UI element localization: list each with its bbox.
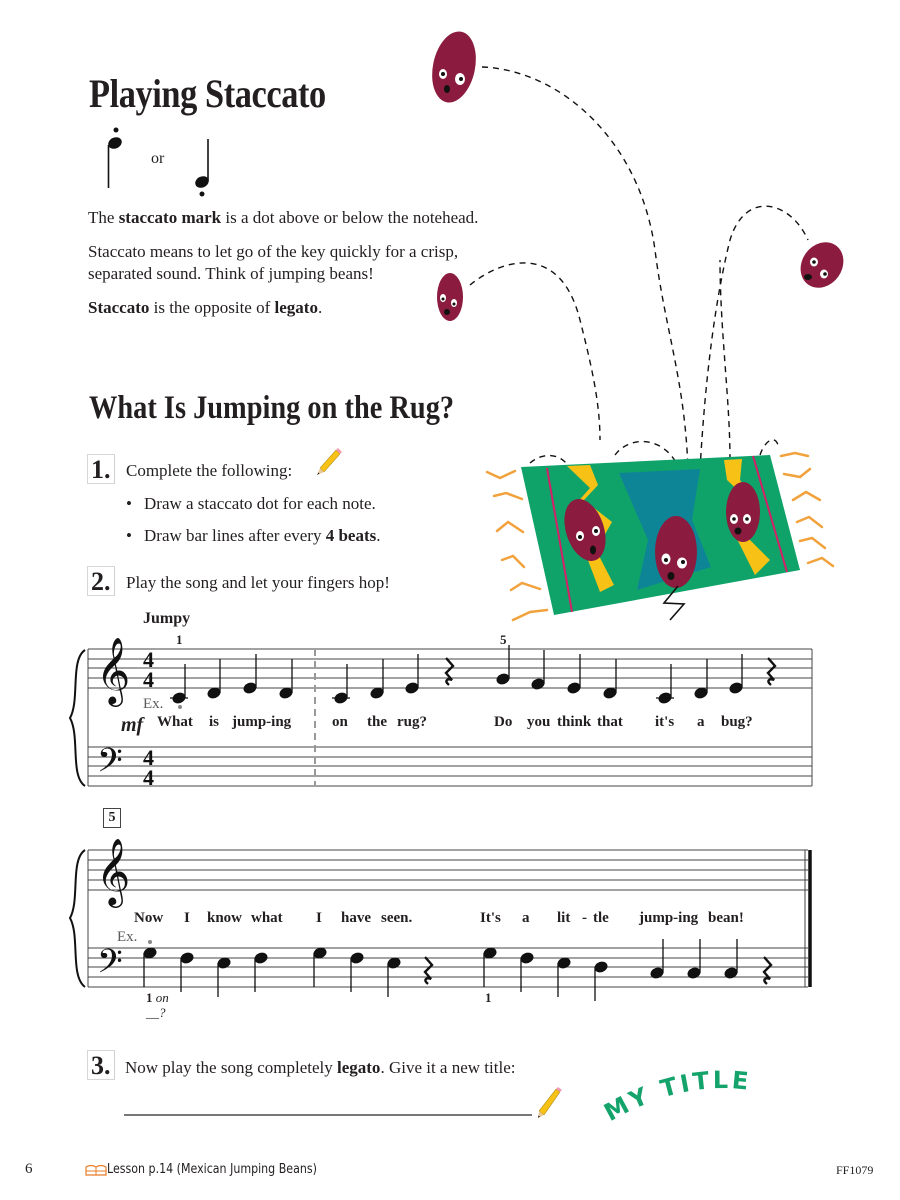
catalog-code: FF1079 — [836, 1163, 874, 1177]
lyric: I — [316, 910, 322, 926]
svg-text:MY TITLE: MY TITLE — [599, 1066, 753, 1127]
svg-text:4: 4 — [143, 647, 154, 672]
staccato-definition-line2: separated sound. Think of jumping beans! — [88, 264, 374, 283]
page-number: 6 — [25, 1161, 33, 1177]
lyric: rug? — [397, 714, 427, 730]
finger-number: 1 — [485, 990, 492, 1005]
lyric: you — [527, 714, 551, 730]
lyric: bean! — [708, 910, 744, 926]
section-title-jumping-rug: What Is Jumping on the Rug? — [89, 390, 455, 426]
treble-clef-icon: 𝄞 — [96, 636, 131, 704]
lyric: seen. — [381, 910, 413, 926]
measure-number-box: 5 — [103, 808, 121, 828]
section-title-playing-staccato: Playing Staccato — [89, 71, 326, 116]
pencil-icon — [536, 1087, 564, 1119]
lyric: It's — [480, 910, 501, 926]
staccato-definition-line1: Staccato means to let go of the key quickly for a crisp, — [88, 242, 459, 261]
finger-number: 5 — [500, 632, 507, 647]
lyric: jump-ing — [232, 714, 292, 730]
finger-number: 1 on — [146, 990, 169, 1005]
finger-number: 1 — [176, 632, 183, 647]
example-label: Ex. — [117, 929, 138, 945]
tempo-marking: Jumpy — [143, 610, 191, 627]
lyric: bug? — [721, 714, 753, 730]
lyric: - — [582, 910, 587, 926]
lyric: the — [367, 714, 387, 730]
staccato-mark-paragraph: The staccato mark is a dot above or below the notehead. — [88, 208, 479, 227]
lyric: lit — [557, 910, 571, 926]
step-number-1: 1. — [87, 454, 115, 484]
finger-question-blank: __? — [146, 1005, 166, 1020]
lyric: jump-ing — [639, 910, 699, 926]
lyric: have — [341, 910, 371, 926]
bullet-draw-bar-lines: • Draw bar lines after every 4 beats. — [126, 526, 381, 546]
treble-clef-icon: 𝄞 — [96, 837, 131, 905]
lyric: it's — [655, 714, 675, 730]
bass-clef-icon: 𝄢 — [97, 943, 123, 989]
lyric: I — [184, 910, 190, 926]
dynamic-marking: mf — [121, 714, 144, 736]
or-label: or — [151, 150, 165, 167]
lyric: a — [522, 910, 530, 926]
lyric: Now — [134, 910, 164, 926]
lyric: Do — [494, 714, 513, 730]
lyric: tle — [593, 910, 609, 926]
lyric: a — [697, 714, 705, 730]
lyric: is — [209, 714, 220, 730]
step-1-text: Complete the following: — [126, 461, 293, 480]
new-title-answer-field[interactable] — [124, 1098, 532, 1116]
step-3-text: Now play the song completely legato. Give it a new title: — [125, 1058, 516, 1077]
svg-text:4: 4 — [143, 765, 154, 790]
lyric: that — [597, 714, 623, 730]
svg-text:4: 4 — [143, 745, 154, 770]
svg-text:4: 4 — [143, 667, 154, 692]
lyric: What — [157, 714, 193, 730]
open-book-icon — [85, 1163, 107, 1177]
lesson-reference-link[interactable]: Lesson p.14 (Mexican Jumping Beans) — [107, 1162, 317, 1177]
step-number-3: 3. — [87, 1050, 115, 1080]
step-number-2: 2. — [87, 566, 115, 596]
example-label: Ex. — [143, 696, 164, 712]
bullet-draw-staccato-dot: • Draw a staccato dot for each note. — [126, 494, 376, 514]
my-title-art — [599, 1066, 770, 1130]
lyric: know — [207, 910, 243, 926]
staccato-opposite-paragraph: Staccato is the opposite of legato. — [88, 298, 323, 317]
lyric: think — [557, 714, 592, 730]
lyric: on — [332, 714, 348, 730]
lyric: what — [251, 910, 283, 926]
bass-clef-icon: 𝄢 — [97, 742, 123, 788]
step-2-text: Play the song and let your fingers hop! — [126, 573, 390, 592]
